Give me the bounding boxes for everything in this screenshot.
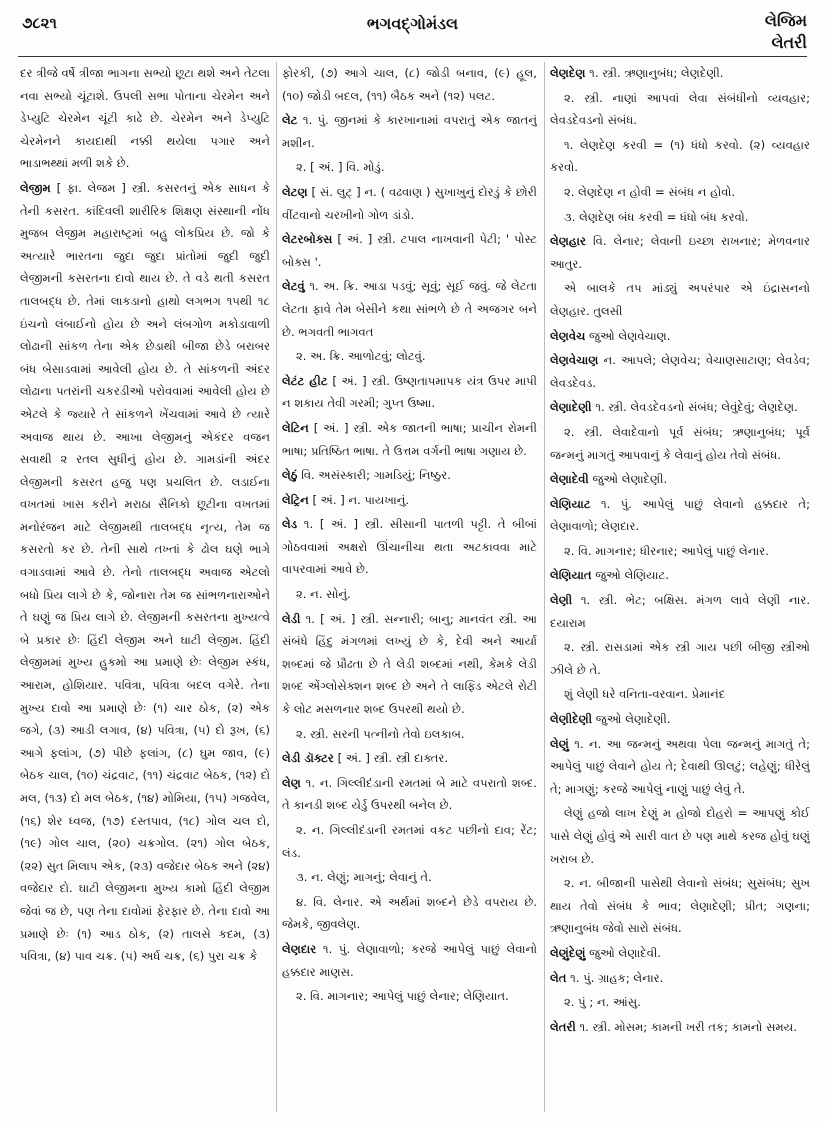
entry-definition: ૩. લેણદેણ બંધ કરવી = ધંધો બંધ કરવો. bbox=[564, 209, 749, 224]
dictionary-entry bbox=[282, 62, 537, 107]
entry-definition: ૧. [ અં. ] સ્ત્રી. સીસાની પાતળી પટ્ટી. તે બીબાં ગોઠવવામાં અક્ષરો ઊંચાનીચા થતા અટકાવવા માટે વાપરવામાં આવે છે. bbox=[282, 517, 537, 577]
headword: લેઠું bbox=[282, 468, 298, 483]
dictionary-entry bbox=[550, 872, 810, 940]
column-2 bbox=[282, 62, 537, 1112]
dictionary-entry bbox=[282, 181, 537, 226]
dictionary-entry bbox=[282, 489, 537, 512]
dictionary-entry bbox=[282, 772, 537, 817]
headword: લેટણ bbox=[282, 184, 308, 199]
entry-definition: ફોરકી, (૭) આગે ચાલ, (૮) જોડી બનાવ, (૯) હૂલ, (૧૦) જોડી બદલ, (૧૧) બૈઠક અને (૧૨) પલટ. bbox=[282, 66, 537, 103]
entry-definition: ૨. લેણદેણ ન હોવી = સંબંધ ન હોવો. bbox=[564, 184, 736, 199]
guide-word-first: લેજિમ bbox=[764, 11, 807, 30]
entry-definition: ૨. સ્ત્રી. નાણાં આપવાં લેવા સંબંધીનો વ્યવહાર; લેવડદેવડનો સંબંધ. bbox=[550, 90, 810, 128]
entry-definition: ૧. [ અં. ] સ્ત્રી. સન્નારી; બાનુ; માનવંત સ્ત્રી. આ સંબંધે હિંદુ મંગળમાં લખ્યું છે કે, દેવી અને આર્યા શબ્દમાં જે પ્રૌઢતા છે તે લેડી શબ્દમાં નથી, કેમકે લેડી શબ્દ એંગ્લોસેક્શન શબ્દ છે અને તે લાફ્ડિ એટલે રોટી કે લોટ મસળનાર શબ્દ ઉપરથી થયો છે. bbox=[282, 611, 537, 717]
dictionary-entry bbox=[550, 134, 810, 179]
headword: લેટિન bbox=[282, 420, 309, 435]
dictionary-entry bbox=[282, 156, 537, 179]
dictionary-entry bbox=[282, 228, 537, 273]
entry-definition: [ અં. ] સ્ત્રી. એક જાતની ભાષા; પ્રાચીન રોમની ભાષા; પ્રતિષ્ઠિત ભાષા. તે ઉત્તમ વર્ગની ભાષા ગણાય છે. bbox=[282, 420, 537, 458]
headword: લેણી bbox=[550, 593, 573, 608]
entry-definition: [ અં. ] સ્ત્રી. સ્ત્રી દાક્તર. bbox=[337, 751, 449, 766]
headword: લેજીમ bbox=[20, 180, 51, 195]
dictionary-entry bbox=[550, 733, 810, 801]
entry-definition: એ બાલકે તપ માંડ્યું અપરંપાર એ ઇંદ્રાસનનો લેણહાર. તુલસી bbox=[550, 281, 810, 318]
page-number: ૭૮૨૧ bbox=[22, 14, 57, 32]
entry-definition: [ અં. ] સ્ત્રી. ઉષ્ણતાપમાપક યંત્ર ઉપર માપી ન શકાય તેવી ગરમી; ગુપ્ત ઉષ્મા. bbox=[282, 373, 537, 411]
dictionary-entry bbox=[282, 464, 537, 487]
dictionary-entry bbox=[20, 62, 270, 175]
entry-definition: ૧. સ્ત્રી. મોસમ; કામની ખરી તક; કામનો સમય. bbox=[579, 1019, 797, 1034]
headword: લેડી bbox=[282, 611, 301, 626]
guide-word-last: લેતરી bbox=[771, 33, 807, 52]
headword: લેડી ડૉક્ટર bbox=[282, 751, 334, 766]
dictionary-entry bbox=[550, 540, 810, 563]
entry-definition: જુઓ લેણિયાટ. bbox=[595, 568, 669, 583]
headword: લેટ bbox=[282, 113, 298, 128]
entry-definition: જુઓ લેણાદેવી. bbox=[589, 945, 661, 960]
dictionary-entry bbox=[282, 370, 537, 415]
dictionary-entry bbox=[550, 396, 810, 419]
entry-definition: વિ. અસંસ્કારી; ગામડિયું; નિષ્ઠુર. bbox=[301, 468, 451, 483]
dictionary-entry bbox=[282, 345, 537, 368]
headword: લેણાદેણી bbox=[550, 400, 592, 415]
dictionary-entry bbox=[282, 109, 537, 154]
headword: લેણવેચાણ bbox=[550, 353, 599, 368]
headword: લેણુંદેણું bbox=[550, 945, 586, 960]
entry-definition: [ ફા. લેજમ ] સ્ત્રી. કસરતનું એક સાધન કે તેની કસરત. કાંદિવલી શારીરિક શિક્ષણ સંસ્થાની નોંધ મુજબ લેજીમ મહારાષ્ટ્રમાં બહુ લોકપ્રિય છે. જો કે અત્યારે ભારતના જુદા જુદા પ્રાંતોમાં જુદી જુદી લેજીમની કસરતના દાવો થાય છે. તે વડે થતી કસરત તાલબદ્ધ છે. તેમાં લાકડાનો હાથો લગભગ ૧૫થી ૧૮ ઇંચનો લંબાઈનો હોય છે અને લંબગોળ મકોડાવાળી લોઢાની સાંકળ તેના એક છેડાથી બીજા છેડે બરાબર બંધ બેસાડવામાં આવેલી હોય છે. તે સાંકળની અંદર લોઢાના પતરાંની ચકરડીઓ પરોવવામાં આવેલી હોય છે એટલે કે જ્યારે તે સાંકળને ખેંચવામાં આવે છે ત્યારે અવાજ થાય છે. આખા લેજીમનું એકંદર વજન સવાથી ૨ રતલ સુધીનું હોય છે. ગામડાંની અંદર લેજીમની કસરત હજુ પણ પ્રચલિત છે. લડાઈના વખતમાં ખાસ કરીને મરાઠા સૈનિકો છૂટીના વખતમાં મનોરંજન માટે લેજીમથી તાલબદ્ધ નૃત્ય, તેમ જ કસરતો કર છે. તેની સાથે તખ્તાં કે ઢોલ ઘણે ભાગે વગાડવામાં આવે છે. તેનો તાલબદ્ધ અવાજ એટલો બધો પ્રિય લાગે છે કે, જોનારા તેમ જ સાંભળનારાઓને તે ઘણું જ પ્રિય લાગે છે. લેજીમની કસરતના મુખ્યત્વે બે પ્રકાર છેઃ હિંદી લેજીમ અને ઘાટી લેજીમ. હિંદી લેજીમમાં મુખ્ય હુકમો આ પ્રમાણે છેઃ લેજીમ સ્કંધ, આરામ, હોશિયાર. પવિત્રા, પવિત્રા બદલ વગેરે. તેના મુખ્ય દાવો આ પ્રમાણે છેઃ (૧) ચાર ઠોક, (૨) એક જગે, (૩) આડી લગાવ, (૪) પવિત્રા, (૫) દો રૂખ, (૬) આગે ફલાંગ, (૭) પીછે ફલાંગ, (૮) ઘુમ જાવ, (૯) બેઠક ચાલ, (૧૦) ચંદ્રવાટ, (૧૧) ચંદ્રવાટ બેઠક, (૧૨) દો મલ, (૧૩) દો મલ બેઠક, (૧૪) મોમિયા, (૧૫) ગજવેલ, (૧૬) શેર ધ્વજ, (૧૭) દસ્તપાવ, (૧૮) ગોલ ચલ દો, (૧૯) ગોલ ચાલ, (૨૦) ચક્રગોલ. (૨૧) ગોલ બેઠક, (૨૨) સુત મિલાપ એક, (૨૩) વજેદાર બેઠક અને (૨૪) વજેદાર દો. ઘાટી લેજીમના મુખ્ય કામો હિંદી લેજીમ જેવાં જ છે, પણ તેના દાવોમાં ફેરફાર છે. તેના દાવો આ પ્રમાણે છેઃ (૧) આડ ઠોક, (૨) તાલસે કદમ, (૩) પવિત્રા, (૪) પાવ ચક્ર. (૫) અર્ધ ચક્ર, (૬) પુરા ચક્ર કે bbox=[20, 180, 270, 964]
dictionary-entry bbox=[550, 1016, 810, 1039]
column-divider bbox=[276, 62, 277, 1112]
guide-words bbox=[765, 10, 807, 54]
entry-definition: ૨. અ. ક્રિ. આળોટવું; લોટવું. bbox=[296, 349, 426, 364]
entry-definition: શું લેણી ધરે વનિતા-વરવાન. પ્રેમાનંદ bbox=[564, 687, 726, 702]
entry-definition: ૨. વિ. માગનાર; આપેલું પાછું લેનાર; લેણિયાત. bbox=[296, 989, 509, 1004]
dictionary-entry bbox=[550, 349, 810, 394]
dictionary-entry bbox=[550, 230, 810, 275]
dictionary-entry bbox=[550, 683, 810, 706]
headword: લેટવું bbox=[282, 279, 305, 294]
dictionary-entry bbox=[20, 177, 270, 968]
entry-definition: ૨. સ્ત્રી. લેવાદેવાનો પૂર્વ સંબંધ; ઋણાનુબંધ; પૂર્વ જન્મનું માગતું આપવાનું કે લેવાનું હોય તેવો સંબંધ. bbox=[550, 424, 810, 462]
dictionary-entry bbox=[550, 277, 810, 322]
dictionary-entry bbox=[282, 985, 537, 1008]
entry-definition: ૨. વિ. માગનાર; ધીરનાર; આપેલું પાછું લેનાર. bbox=[564, 543, 769, 558]
dictionary-entry bbox=[550, 942, 810, 965]
column-3 bbox=[550, 62, 810, 1112]
headword: લેટ્રિન bbox=[282, 492, 309, 507]
entry-definition: લેણું હજો લાખ દેણું મ હોજો દોહરો = આપણું કોઈ પાસે લેણું હોવું એ સારી વાત છે પણ માથે કરજ હોવું ઘણું ખરાબ છે. bbox=[550, 806, 810, 866]
dictionary-entry bbox=[282, 747, 537, 770]
entry-definition: ૧. પું. ગ્રાહક; લેનાર. bbox=[570, 970, 664, 985]
headword: લેટરબોક્સ bbox=[282, 232, 333, 247]
entry-definition: ૧. પું. આપેલું પાછું લેવાનો હક્કદાર તે; લેણાવાળો; લેણદાર. bbox=[550, 496, 810, 534]
headword: લેણદેણ bbox=[550, 66, 586, 80]
entry-definition: ૧. સ્ત્રી. ભેટ; બક્ષિસ. મંગળ લાવે લેણી નાર. દયારામ bbox=[550, 593, 810, 630]
dictionary-entry bbox=[550, 708, 810, 731]
entry-definition: વિ. લેનાર; લેવાની ઇચ્છા રાખનાર; મેળવનાર આતુર. bbox=[550, 234, 810, 271]
dictionary-entry bbox=[282, 938, 537, 983]
entry-definition: ૧. અ. ક્રિ. આડા પડવું; સૂવું; સૂઈ જવું. જે લેટતા લેટતા ફાવે તેમ બેસીને કથા સાંભળે છે તે અજગર બને છે. ભગવતી ભાગવત bbox=[282, 279, 537, 339]
dictionary-entry bbox=[282, 417, 537, 462]
headword: લેણીદેણી bbox=[550, 712, 593, 727]
entry-definition: ૨. સ્ત્રી. રાસડામાં એક સ્ત્રી ગાય પછી બીજી સ્ત્રીઓ ઝીલે છે તે. bbox=[550, 640, 810, 677]
dictionary-entry bbox=[550, 589, 810, 634]
dictionary-entry bbox=[282, 866, 537, 889]
headword: લેણું bbox=[550, 736, 569, 751]
dictionary-entry bbox=[550, 802, 810, 870]
entry-definition: ૨. સ્ત્રી. સરની પત્નીનો તેવો ઇલકાબ. bbox=[296, 726, 465, 741]
page-title: ભગવદ્ગોમંડલ bbox=[366, 14, 459, 33]
entry-definition: જુઓ લેણાદેણી. bbox=[595, 712, 671, 727]
headword: લેણહાર bbox=[550, 234, 586, 249]
entry-definition: ન. આપલે; લેણવેચ; વેચાણસાટાણ; લેવડેવ; લેવડદેવડ. bbox=[550, 353, 810, 390]
dictionary-entry bbox=[550, 991, 810, 1014]
entry-definition: ૩. ન. લેણું; માગનું; લેવાનું તે. bbox=[296, 870, 432, 885]
dictionary-entry bbox=[550, 421, 810, 466]
dictionary-entry bbox=[550, 206, 810, 229]
headword: લેતરી bbox=[550, 1019, 576, 1034]
entry-definition: [ અં. ] સ્ત્રી. ટપાલ નાખવાની પેટી; ' પોસ્ટ બોક્સ '. bbox=[282, 232, 537, 269]
headword: લેણાદેવી bbox=[550, 472, 589, 487]
entry-definition: ૧. સ્ત્રી. લેવડદેવડનો સંબંધ; લેવુંદેવું; લેણદેણ. bbox=[595, 400, 798, 415]
entry-definition: દર ત્રીજે વર્ષે ત્રીજા ભાગના સભ્યો છૂટા થશે અને તેટલા નવા સભ્યો ચૂંટાશે. ઉપલી સભા પોતાના ચેરમેન અને ડેપ્યુટિ ચેરમેન ચૂંટી કાઢે છે. ચેરમેન અને ડેપ્યુટિ ચેરમેનને કાયદાથી નક્કી થયેલા પગાર અને ભાડાભથ્થાં મળી શકે છે. bbox=[20, 66, 270, 171]
headword: લેણવેચ bbox=[550, 328, 586, 343]
dictionary-entry bbox=[550, 564, 810, 587]
entry-definition: ૧. ન. ગિલ્લીદંડાની રમતમાં બે માટે વપરાતો શબ્દ. તે કાનડી શબ્દ યેર્ડુ ઉપરથી બનેલ છે. bbox=[282, 775, 537, 813]
dictionary-entry bbox=[282, 275, 537, 343]
entry-definition: ૧. પું. લેણાવાળો; કરજે આપેલું પાછું લેવાનો હક્કદાર માણસ. bbox=[282, 941, 537, 979]
column-1 bbox=[20, 62, 270, 1112]
entry-definition: ૨. [ અં. ] વિ. મોડું. bbox=[296, 160, 385, 175]
dictionary-entry bbox=[550, 62, 810, 85]
entry-definition: ૨. ન. સોનું. bbox=[296, 587, 351, 602]
entry-definition: ૧. ન. આ જન્મનું અથવા પેલા જન્મનું માગતું તે; આપેલું પાછું લેવાને હોય તે; દેવાથી ઊલટું; લહેણું; ધીરેલું તે; માગણું; કરજે આપેલું નાણું પાછું લેવું તે. bbox=[550, 736, 810, 796]
header-rule bbox=[18, 56, 807, 57]
dictionary-entry bbox=[550, 493, 810, 538]
headword: લેણ bbox=[282, 775, 301, 790]
entry-definition: ૨. ન. ગિલ્લીદંડાની રમતમાં વકટ પછીનો દાવ; રેંટ; લંડ. bbox=[282, 823, 537, 860]
headword: લેણિયાત bbox=[550, 568, 592, 583]
entry-definition: [ સં. લુટ્ ] ન. ( વઢવાણ ) સુખાખુનું દોરડું કે છોરી વીંટવાનો ચરખીનો ગોળ ડાંડો. bbox=[282, 184, 537, 222]
dictionary-entry bbox=[550, 468, 810, 491]
entry-definition: ૨. પું ; ન. આંસુ. bbox=[564, 995, 641, 1010]
headword: લેણદાર bbox=[282, 941, 317, 956]
entry-definition: ૧. પું. જીનમાં કે કારખાનામાં વપરાતું એક જાતનું મશીન. bbox=[282, 113, 537, 150]
entry-definition: [ અં. ] ન. પાયખાનું. bbox=[312, 492, 410, 507]
entry-definition: ૨. ન. બીજાની પાસેથી લેવાનો સંબંધ; સુસંબંધ; સુખ થાય તેવો સંબંધ કે ભાવ; લેણાદેણી; પ્રીત; ગણના; ઋણાનુબંધ જેવો સારો સંબંધ. bbox=[550, 876, 810, 936]
dictionary-entry bbox=[550, 87, 810, 132]
dictionary-entry bbox=[282, 819, 537, 864]
headword: લેટંટ હીટ bbox=[282, 373, 328, 388]
dictionary-entry bbox=[282, 513, 537, 581]
headword: લેણિયાટ bbox=[550, 496, 591, 511]
entry-definition: ૧. સ્ત્રી. ઋણાનુબંધ; લેણદેણી. bbox=[589, 66, 724, 80]
dictionary-entry bbox=[550, 325, 810, 348]
column-divider bbox=[544, 62, 545, 1112]
entry-definition: જુઓ લેણવેચાણ. bbox=[589, 328, 671, 343]
entry-definition: ૪. વિ. લેનાર. એ અર્થમાં શબ્દને છેડે વપરાય છે. જેમકે, જીવલેણ. bbox=[282, 894, 537, 932]
headword: લેત bbox=[550, 970, 567, 985]
dictionary-entry bbox=[550, 967, 810, 990]
dictionary-entry bbox=[282, 723, 537, 746]
entry-definition: ૧. લેણદેણ કરવી = (૧) ધંધો કરવો. (૨) વ્યવહાર કરવો. bbox=[550, 137, 810, 175]
dictionary-entry bbox=[282, 891, 537, 936]
dictionary-entry bbox=[550, 636, 810, 681]
dictionary-entry bbox=[550, 181, 810, 204]
dictionary-entry bbox=[282, 583, 537, 606]
dictionary-entry bbox=[282, 608, 537, 721]
headword: લેડ bbox=[282, 517, 298, 532]
entry-definition: જુઓ લેણાદેણી. bbox=[592, 472, 668, 487]
